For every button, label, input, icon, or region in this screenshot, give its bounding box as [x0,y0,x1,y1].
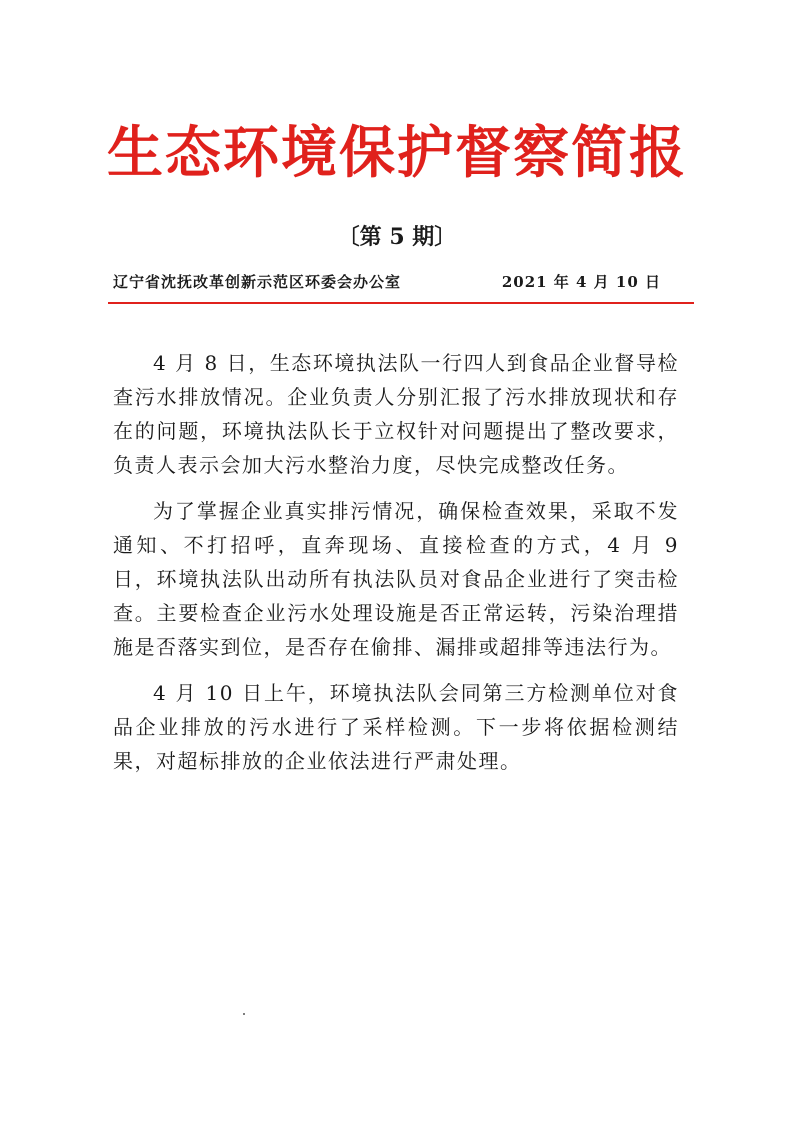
issuer-row [113,270,661,294]
document-body [113,346,679,790]
body-paragraph: 4 月 10 日上午，环境执法队会同第三方检测单位对食品企业排放的污水进行了采样检测。下一步将依据检测结果，对超标排放的企业依法进行严肃处理。 [113,681,679,773]
body-paragraph: 4 月 8 日，生态环境执法队一行四人到食品企业督导检查污水排放情况。企业负责人分别汇报了污水排放现状和存在的问题，环境执法队长于立权针对问题提出了整改要求，负责人表示会加大污水整治力度，尽快完成整改任务。 [113,351,679,477]
scan-speck [243,1013,245,1015]
masthead-title: 生态环境保护督察简报 [107,121,687,186]
issue-date: 2021 年 4 月 10 日 [501,273,661,291]
issuing-office: 辽宁省沈抚改革创新示范区环委会办公室 [113,273,402,291]
issue-number: 〔第 5 期〕 [337,224,457,250]
body-paragraph: 为了掌握企业真实排污情况，确保检查效果，采取不发通知、不打招呼，直奔现场、直接检查的方式，4 月 9 日，环境执法队出动所有执法队员对食品企业进行了突击检查。主要检查企业污水处理设施是否正常运转，污染治理措施是否落实到位，是否存在偷排、漏排或超排等违法行为。 [113,499,679,659]
red-divider-line [108,302,694,304]
